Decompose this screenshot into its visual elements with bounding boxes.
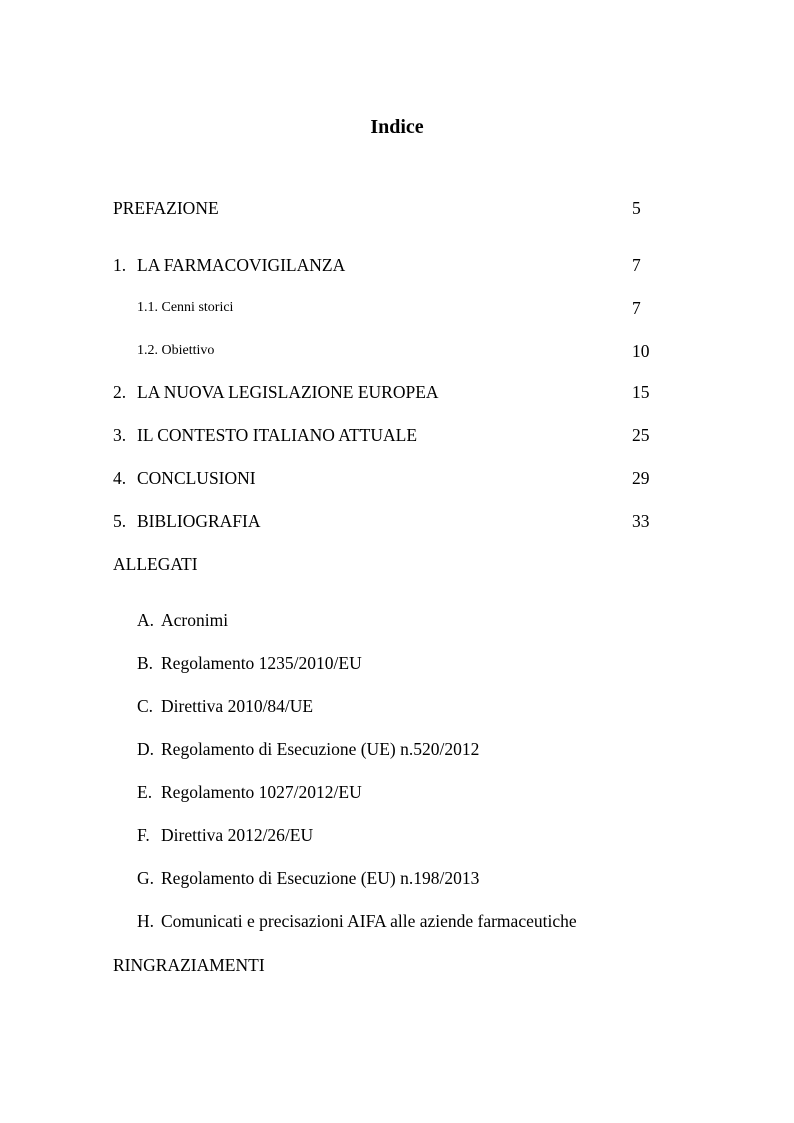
toc-entry-chapter-5	[113, 510, 260, 532]
toc-appendix-letter: A.	[137, 610, 155, 630]
toc-appendix-label: Regolamento di Esecuzione (UE) n.520/2012	[161, 739, 480, 759]
toc-entry-number: 3.	[113, 425, 127, 445]
toc-appendix-f	[137, 824, 313, 846]
toc-appendix-letter: B.	[137, 653, 154, 673]
toc-appendix-c	[137, 695, 313, 717]
toc-page-section-1-1: 7	[632, 298, 641, 318]
toc-entry-chapter-3	[113, 424, 417, 446]
toc-entry-label: IL CONTESTO ITALIANO ATTUALE	[137, 425, 418, 445]
toc-appendix-b	[137, 652, 362, 674]
toc-page-chapter-4: 29	[632, 468, 650, 488]
toc-entry-label: PREFAZIONE	[113, 198, 219, 218]
toc-appendix-letter: D.	[137, 739, 155, 759]
toc-appendix-d	[137, 738, 479, 760]
toc-appendix-label: Regolamento 1027/2012/EU	[161, 782, 362, 802]
toc-entry-label: LA NUOVA LEGISLAZIONE EUROPEA	[137, 382, 439, 402]
toc-entry-label: 1.1. Cenni storici	[137, 300, 234, 315]
toc-appendix-letter: E.	[137, 782, 153, 802]
toc-entry-prefazione	[113, 197, 219, 219]
toc-entry-number: 2.	[113, 382, 127, 402]
toc-entry-chapter-4	[113, 467, 256, 489]
toc-page-chapter-5: 33	[632, 511, 650, 531]
toc-page-chapter-1: 7	[632, 255, 641, 275]
toc-entry-label: BIBLIOGRAFIA	[137, 511, 261, 531]
toc-appendix-g	[137, 867, 479, 889]
toc-appendix-letter: G.	[137, 868, 155, 888]
toc-entry-label: LA FARMACOVIGILANZA	[137, 255, 346, 275]
toc-entry-ringraziamenti	[113, 954, 265, 976]
toc-appendix-label: Acronimi	[161, 610, 229, 630]
toc-appendix-letter: C.	[137, 696, 154, 716]
toc-page-chapter-2: 15	[632, 382, 650, 402]
toc-entry-section-1-2	[137, 340, 214, 362]
toc-entry-label: ALLEGATI	[113, 554, 198, 574]
toc-entry-label: 1.2. Obiettivo	[137, 343, 215, 358]
toc-entry-label: CONCLUSIONI	[137, 468, 256, 488]
toc-entry-allegati	[113, 553, 198, 575]
toc-appendix-e	[137, 781, 362, 803]
page-title: Indice	[370, 116, 424, 138]
toc-appendix-label: Regolamento 1235/2010/EU	[161, 653, 362, 673]
toc-appendix-h	[137, 910, 577, 932]
toc-appendix-label: Direttiva 2012/26/EU	[161, 825, 314, 845]
toc-entry-number: 4.	[113, 468, 127, 488]
toc-appendix-letter: H.	[137, 911, 155, 931]
toc-page-chapter-3: 25	[632, 425, 650, 445]
toc-entry-section-1-1	[137, 297, 233, 319]
toc-appendix-label: Direttiva 2010/84/UE	[161, 696, 314, 716]
toc-entry-chapter-1	[113, 254, 345, 276]
toc-appendix-label: Comunicati e precisazioni AIFA alle aziende farmaceutiche	[161, 911, 577, 931]
toc-entry-chapter-2	[113, 381, 439, 403]
toc-page-section-1-2: 10	[632, 341, 650, 361]
toc-appendix-letter: F.	[137, 825, 150, 845]
toc-appendix-a	[137, 609, 228, 631]
toc-page-prefazione: 5	[632, 198, 641, 218]
toc-entry-label: RINGRAZIAMENTI	[113, 955, 265, 975]
toc-appendix-label: Regolamento di Esecuzione (EU) n.198/2013	[161, 868, 480, 888]
toc-entry-number: 1.	[113, 255, 127, 275]
toc-entry-number: 5.	[113, 511, 127, 531]
